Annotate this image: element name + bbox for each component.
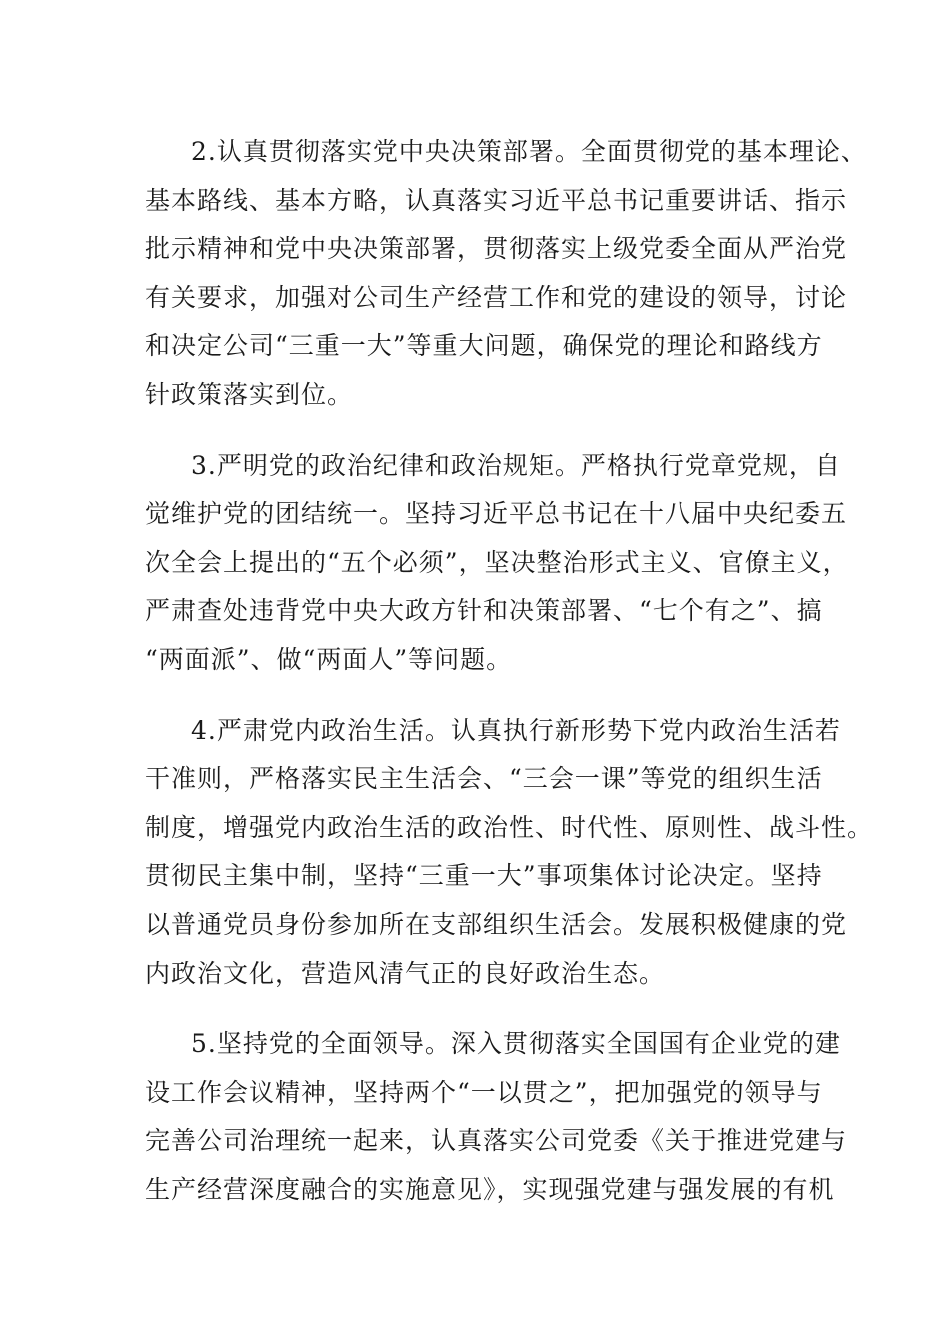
paragraph-4-line-3: 制度，增强党内政治生活的政治性、时代性、原则性、战斗性。 [145,812,874,842]
paragraph-4-line-5: 以普通党员身份参加所在支部组织生活会。发展积极健康的党 [145,909,848,939]
paragraph-3-line-5: “两面派”、做“两面人”等问题。 [145,644,513,674]
paragraph-spacer [145,420,805,442]
paragraph-2-line-3: 批示精神和党中央决策部署，贯彻落实上级党委全面从严治党 [145,234,848,264]
paragraph-3-line-1: 3.严明党的政治纪律和政治规矩。严格执行党章党规，自 [191,450,841,480]
paragraph-3-line-3: 次全会上提出的“五个必须”，坚决整治形式主义、官僚主义， [145,547,849,577]
document-body [145,128,874,1214]
paragraph-2-line-2: 基本路线、基本方略，认真落实习近平总书记重要讲话、指示 [145,185,848,215]
paragraph-2-line-4: 有关要求，加强对公司生产经营工作和党的建设的领导，讨论 [145,282,848,312]
paragraph-3-line-2: 觉维护党的团结统一。坚持习近平总书记在十八届中央纪委五 [145,499,848,529]
paragraph-5-line-3: 完善公司治理统一起来，认真落实公司党委《关于推进党建与 [145,1126,848,1156]
paragraph-4-line-2: 干准则，严格落实民主生活会、“三会一课”等党的组织生活 [145,764,823,794]
paragraph-4-line-4: 贯彻民主集中制，坚持“三重一大”事项集体讨论决定。坚持 [145,861,823,891]
paragraph-2-line-5: 和决定公司“三重一大”等重大问题，确保党的理论和路线方 [145,331,823,361]
paragraph-5-line-1: 5.坚持党的全面领导。深入贯彻落实全国国有企业党的建 [191,1029,841,1059]
paragraph-5-line-2: 设工作会议精神，坚持两个“一以贯之”，把加强党的领导与 [145,1077,823,1107]
paragraph-5-line-4: 生产经营深度融合的实施意见》，实现强党建与强发展的有机 [145,1174,835,1204]
paragraph-spacer [145,998,805,1020]
paragraph-4-line-6: 内政治文化，营造风清气正的良好政治生态。 [145,958,666,988]
paragraph-2-line-6: 针政策落实到位。 [145,379,354,409]
paragraph-2-line-1: 2.认真贯彻落实党中央决策部署。全面贯彻党的基本理论、 [191,137,867,166]
paragraph-4-line-1: 4.严肃党内政治生活。认真执行新形势下党内政治生活若 [191,715,841,745]
paragraph-spacer [145,685,805,707]
paragraph-3-line-4: 严肃查处违背党中央大政方针和决策部署、“七个有之”、搞 [145,596,823,626]
